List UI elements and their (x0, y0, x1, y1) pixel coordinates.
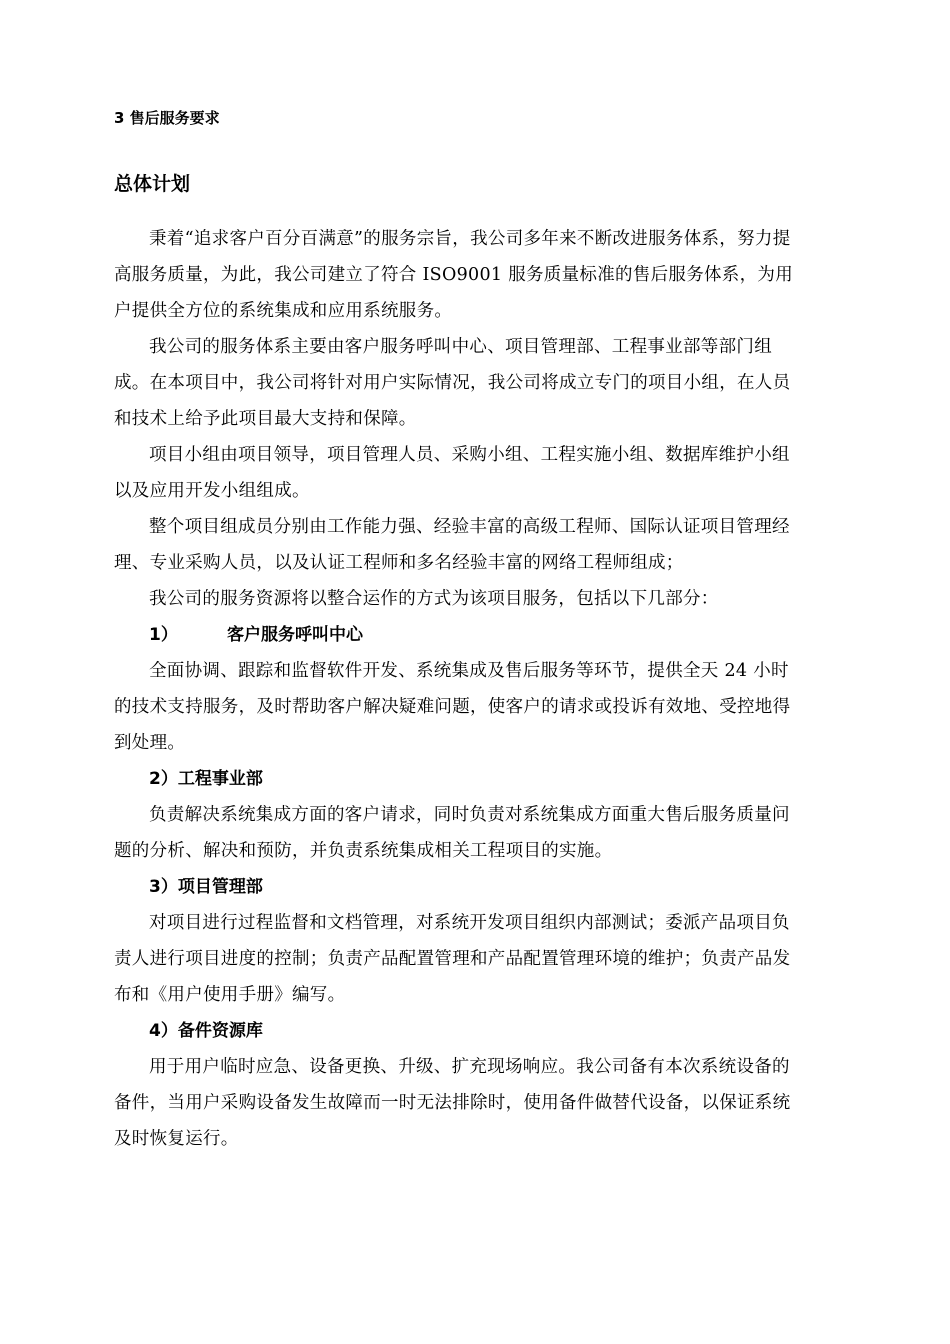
paragraph: 秉着“追求客户百分百满意”的服务宗旨，我公司多年来不断改进服务体系，努力提高服务质量，为此，我公司建立了符合 ISO9001 服务质量标准的售后服务体系，为用户提供全方位的系统集成和应用系统服务。 (114, 229, 794, 321)
subsection-text: 对项目进行过程监督和文档管理，对系统开发项目组织内部测试；委派产品项目负责人进行项目进度的控制；负责产品配置管理和产品配置管理环境的维护；负责产品发布和《用户使用手册》编写。 (114, 913, 791, 1005)
subsection-heading: 2）工程事业部 (149, 769, 263, 789)
subsection-text: 用于用户临时应急、设备更换、升级、扩充现场响应。我公司备有本次系统设备的备件，当用户采购设备发生故障而一时无法排除时，使用备件做替代设备，以保证系统及时恢复运行。 (114, 1057, 791, 1149)
subsection-heading (114, 617, 794, 653)
subsection-text: 负责解决系统集成方面的客户请求，同时负责对系统集成方面重大售后服务质量问题的分析、解决和预防，并负责系统集成相关工程项目的实施。 (114, 805, 790, 861)
subsection-heading: 4）备件资源库 (149, 1021, 263, 1041)
paragraph: 整个项目组成员分别由工作能力强、经验丰富的高级工程师、国际认证项目管理经理、专业采购人员，以及认证工程师和多名经验丰富的网络工程师组成； (114, 517, 790, 573)
subsection-number: 1） (149, 625, 178, 645)
paragraph: 项目小组由项目领导，项目管理人员、采购小组、工程实施小组、数据库维护小组以及应用开发小组组成。 (114, 445, 790, 501)
plan-title: 总体计划 (114, 173, 191, 195)
paragraph: 我公司的服务资源将以整合运作的方式为该项目服务，包括以下几部分： (149, 589, 719, 609)
section-title: 3 售后服务要求 (114, 109, 220, 127)
subsection-text: 全面协调、跟踪和监督软件开发、系统集成及售后服务等环节，提供全天 24 小时的技术支持服务，及时帮助客户解决疑难问题，使客户的请求或投诉有效地、受控地得到处理。 (114, 661, 791, 753)
subsection-heading: 3）项目管理部 (149, 877, 263, 897)
subsection-title: 客户服务呼叫中心 (227, 625, 363, 645)
document-body (114, 221, 794, 1157)
paragraph: 我公司的服务体系主要由客户服务呼叫中心、项目管理部、工程事业部等部门组成。在本项目中，我公司将针对用户实际情况，我公司将成立专门的项目小组，在人员和技术上给予此项目最大支持和保障。 (114, 337, 791, 429)
